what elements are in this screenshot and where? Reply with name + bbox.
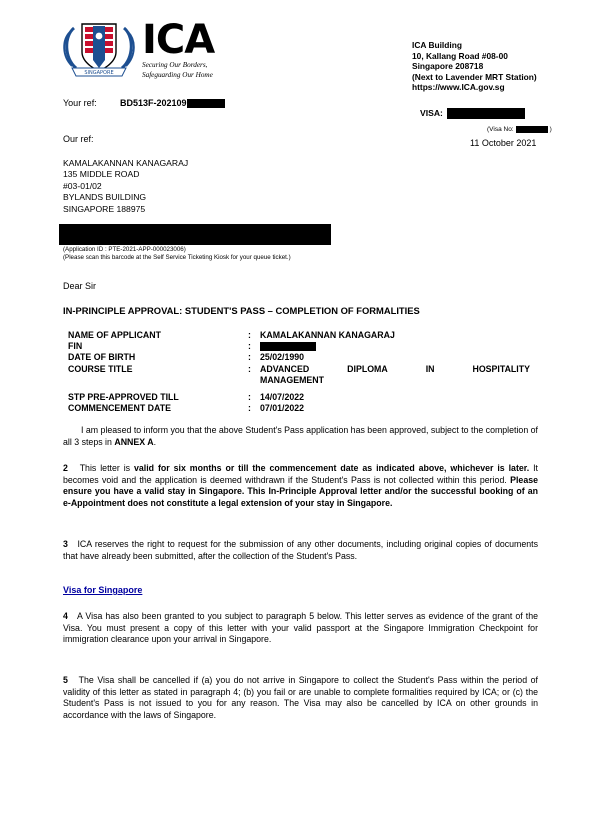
course-title-word: ADVANCED: [260, 363, 310, 374]
address-line: Singapore 208718: [412, 61, 484, 72]
details-row: [68, 330, 538, 341]
recipient-line: #03-01/02: [63, 180, 102, 191]
details-key: STP PRE-APPROVED TILL: [68, 392, 179, 403]
our-ref: [63, 134, 94, 144]
ica-wordmark: [142, 16, 214, 80]
paragraph-2-text-c: It becomes void and the application is deemed withdrawn if the Student's Pass is not collected within this period.: [63, 463, 538, 485]
paragraph-1: [63, 425, 538, 448]
paragraph-1-text-a: I am pleased to inform you that the above Student's Pass application has been approved, subject to the completion of all 3 steps in: [63, 425, 538, 447]
details-colon: :: [248, 403, 251, 414]
paragraph-2: [63, 463, 538, 509]
details-row: [68, 341, 538, 352]
paragraph-2-number: 2: [63, 463, 68, 473]
paragraph-2-bold-d: Please ensure you have a valid stay in Singapore. This In-Principle Approval letter and/or the successful booking of an e-Appointment does not constitute a legal extension of your stay in Singapore.: [63, 474, 538, 508]
paragraph-4: [63, 611, 538, 646]
visa-no-close: ): [549, 126, 552, 134]
annex-a-reference: ANNEX A: [114, 436, 154, 447]
recipient-line: BYLANDS BUILDING: [63, 192, 147, 203]
recipient-line: 135 MIDDLE ROAD: [63, 169, 140, 180]
ica-tagline-line1: Securing Our Borders,: [142, 61, 208, 69]
ica-logo: [60, 16, 214, 80]
your-ref-label: Your ref:: [63, 98, 97, 108]
course-title-word: HOSPITALITY: [472, 363, 530, 374]
details-key: COURSE TITLE: [68, 363, 133, 374]
details-value: 25/02/1990: [260, 352, 305, 363]
details-key: COMMENCEMENT DATE: [68, 403, 171, 414]
paragraph-2-bold-b: valid for six months or till the commencement date as indicated above, whichever is later.: [133, 463, 530, 473]
details-row: [68, 392, 538, 403]
details-row: [68, 364, 538, 386]
details-colon: :: [248, 341, 251, 352]
barcode-scan-note: (Please scan this barcode at the Self Service Ticketing Kiosk for your queue ticket.): [63, 254, 291, 261]
your-ref-value: BD513F-202109: [120, 98, 187, 108]
address-line: ICA Building: [412, 40, 462, 50]
details-colon: :: [248, 363, 251, 374]
recipient-line: KAMALAKANNAN KANAGARAJ: [63, 158, 189, 168]
details-key: NAME OF APPLICANT: [68, 330, 162, 340]
paragraph-4-number: 4: [63, 611, 68, 621]
barcode-image: [59, 224, 331, 245]
visa-section-heading: Visa for Singapore: [63, 585, 143, 595]
paragraph-5-text: The Visa shall be cancelled if (a) you do not arrive in Singapore to collect the Student's Pass within the period of validity of this letter as stated in paragraph 4; (b) you fail or are unable to complete formalities required by ICA; or (c) the Student's Pass is not issued to you for any reason. The Visa may also be cancelled by ICA on other grounds in accordance with the laws of Singapore.: [63, 675, 538, 720]
ica-address-block: [412, 40, 537, 93]
details-value: 07/01/2022: [260, 403, 305, 414]
redaction-bar: [187, 99, 225, 108]
paragraph-3-text: ICA reserves the right to request for the submission of any other documents, including original copies of documents that have already been submitted, after the collection of the Student's Pass.: [63, 539, 538, 561]
paragraph-3-number: 3: [63, 539, 68, 549]
details-colon: :: [248, 330, 251, 340]
paragraph-4-text: A Visa has also been granted to you subject to paragraph 5 below. This letter serves as evidence of the grant of the Visa. You must present a copy of this letter with your valid passport at the Singapore Immigration Checkpoint for immigration clearance upon your arrival in Singapore.: [63, 611, 538, 645]
paragraph-1-text-c: .: [153, 436, 157, 447]
our-ref-label: Our ref:: [63, 134, 94, 144]
letter-subject: IN-PRINCIPLE APPROVAL: STUDENT'S PASS – COMPLETION OF FORMALITIES: [63, 305, 420, 316]
paragraph-3: [63, 539, 538, 562]
visa-no-field: [487, 126, 552, 133]
application-id: (Application ID : PTE-2021-APP-000023006): [63, 246, 186, 253]
letterhead: [60, 16, 578, 102]
redaction-bar: [447, 108, 525, 119]
details-value-cont: MANAGEMENT: [260, 374, 325, 385]
your-ref: [63, 98, 225, 108]
recipient-line: SINGAPORE 188975: [63, 203, 146, 214]
details-value-redacted: [260, 341, 538, 352]
details-value: [260, 364, 538, 386]
redaction-bar: [516, 126, 548, 133]
redaction-bar: [260, 342, 316, 351]
course-title-word: DIPLOMA: [347, 363, 388, 374]
details-row: [68, 403, 538, 414]
details-value: 14/07/2022: [260, 392, 305, 403]
visa-field: [420, 108, 525, 119]
details-key: FIN: [68, 341, 83, 352]
letter-date: 11 October 2021: [470, 138, 537, 148]
paragraph-5: [63, 675, 538, 721]
address-line: 10, Kallang Road #08-00: [412, 50, 508, 61]
details-row: [68, 352, 538, 363]
recipient-address: [63, 158, 188, 215]
paragraph-5-number: 5: [63, 675, 68, 685]
address-line: (Next to Lavender MRT Station): [412, 71, 537, 82]
svg-text:SINGAPORE: SINGAPORE: [84, 70, 114, 76]
course-title-word: IN: [425, 363, 435, 374]
visa-no-label: (Visa No:: [487, 126, 514, 134]
details-colon: :: [248, 392, 251, 403]
ica-logo-text: ICA: [142, 17, 215, 63]
salutation: Dear Sir: [63, 281, 97, 291]
singapore-ica-crest-icon: [60, 16, 138, 78]
paragraph-2-text-a: This letter is: [79, 463, 134, 473]
application-id-block: [63, 246, 291, 262]
ica-tagline-line2: Safeguarding Our Home: [142, 71, 213, 79]
applicant-details-table: [68, 330, 538, 414]
details-value: KAMALAKANNAN KANAGARAJ: [260, 330, 395, 340]
address-website: https://www.ICA.gov.sg: [412, 82, 505, 93]
visa-label: VISA:: [420, 108, 443, 118]
details-key: DATE OF BIRTH: [68, 352, 136, 363]
details-colon: :: [248, 352, 251, 363]
